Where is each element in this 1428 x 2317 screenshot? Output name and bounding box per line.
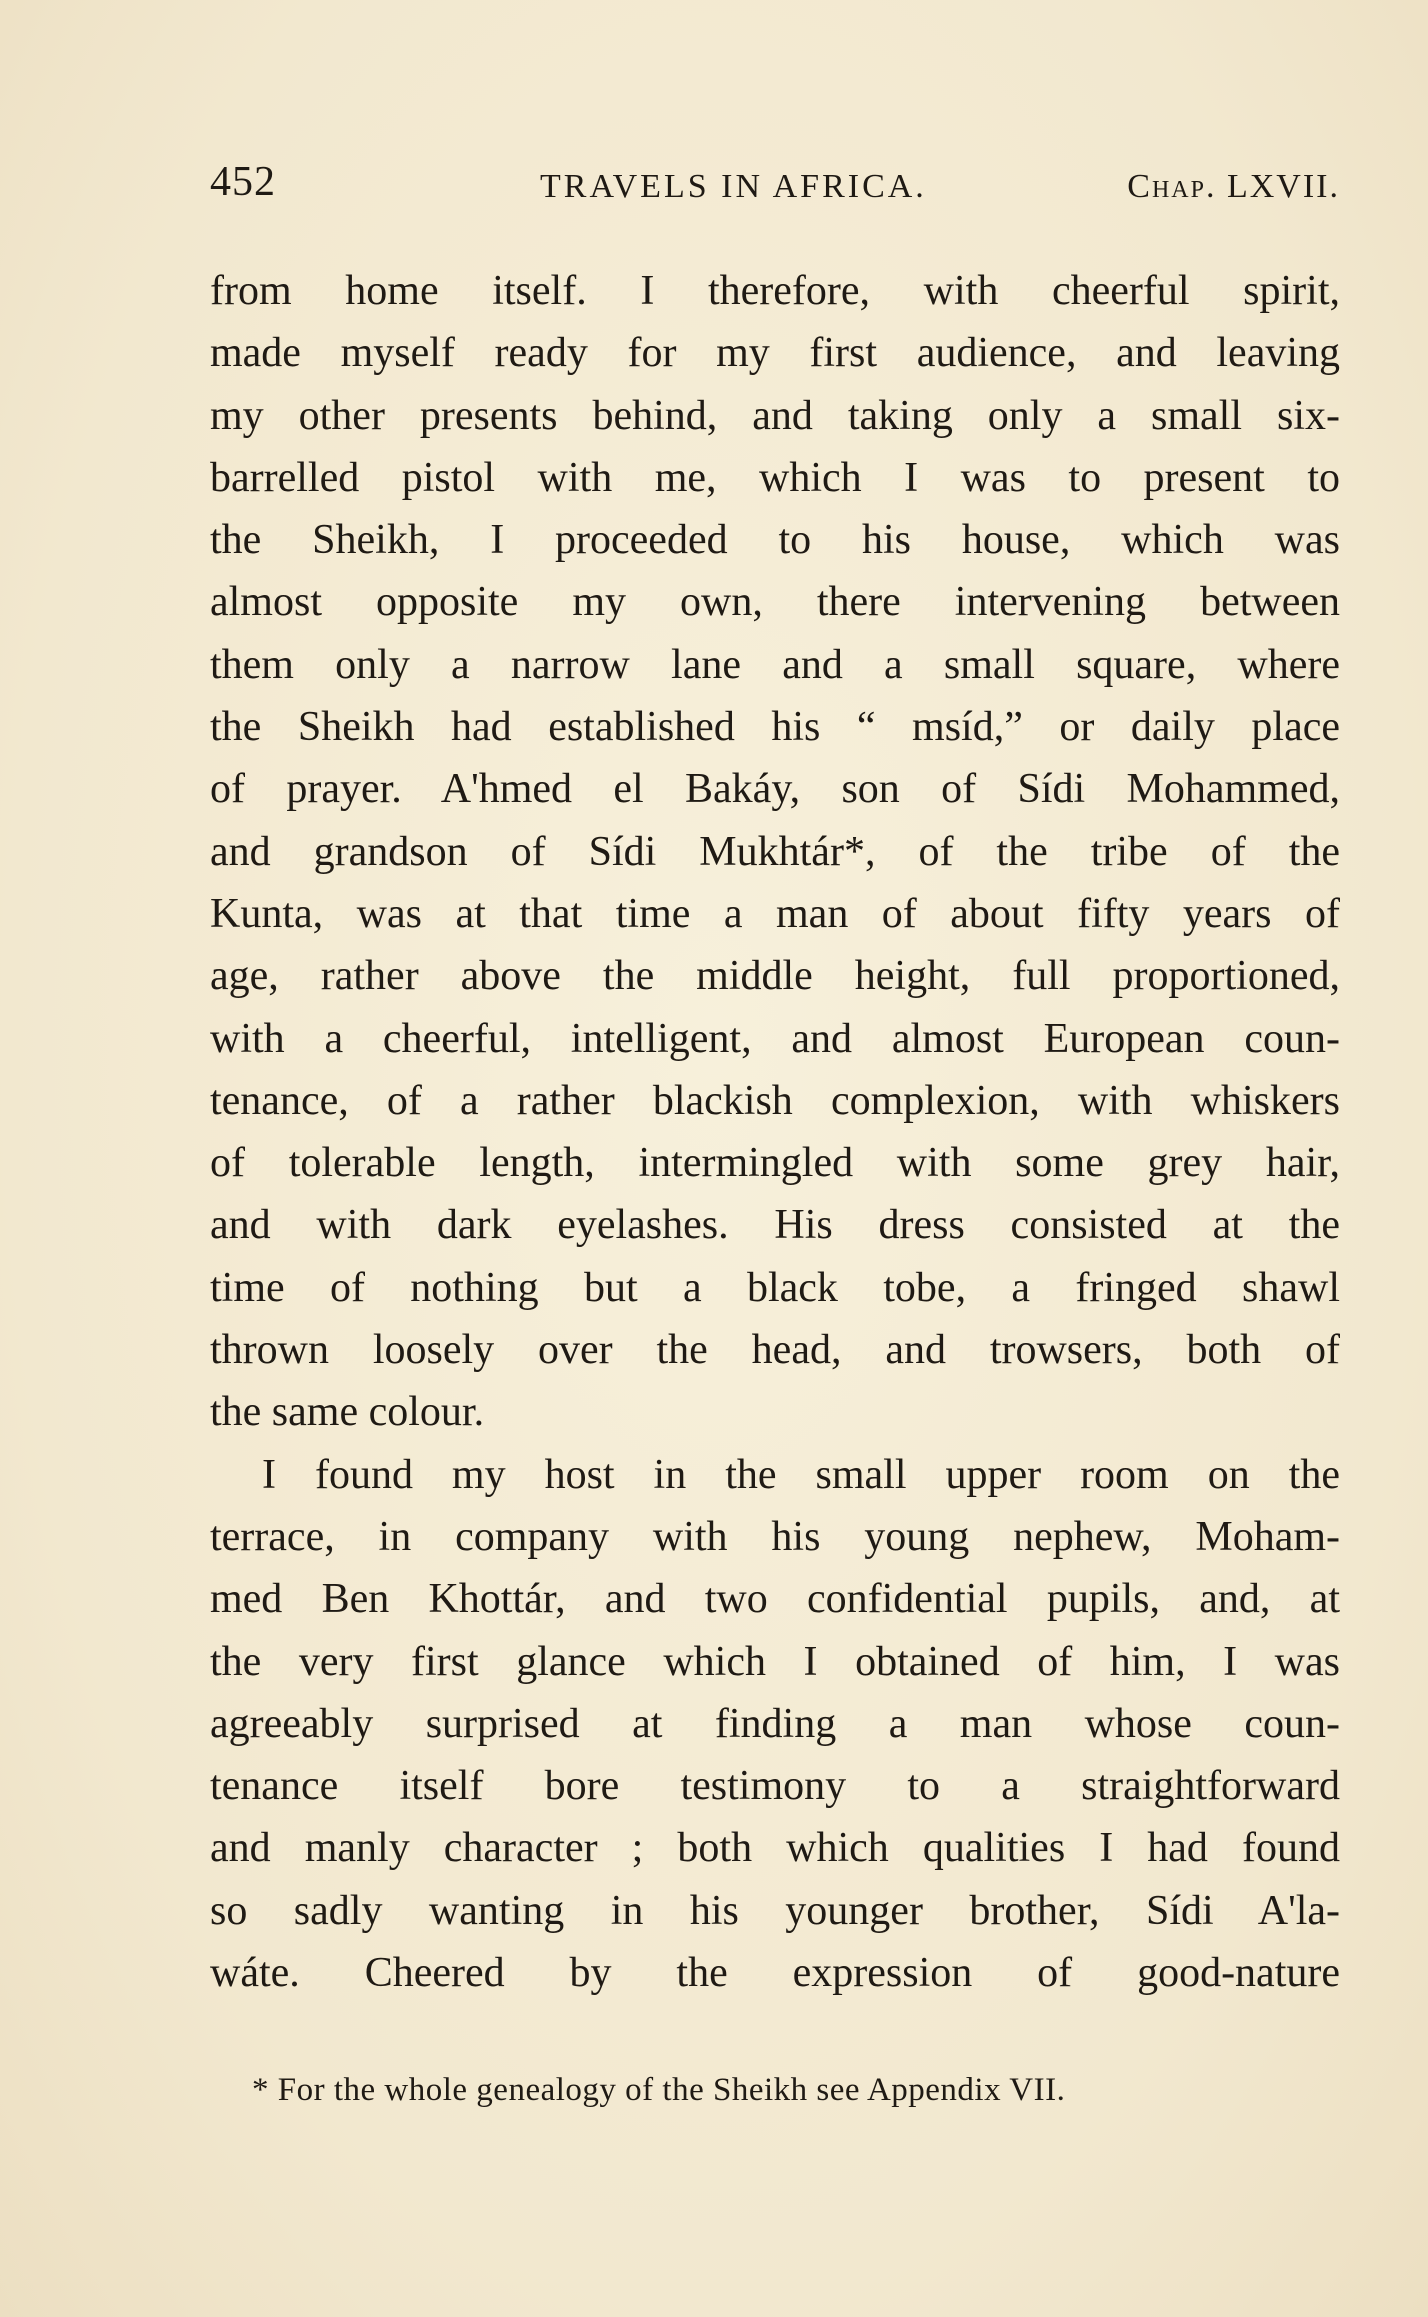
text-line: of tolerable length, intermingled with some grey hair, xyxy=(210,1140,1340,1187)
text-line: my other presents behind, and taking only a small six- xyxy=(210,392,1340,439)
text-line: and grandson of Sídi Mukhtár*, of the tribe of the xyxy=(210,828,1340,875)
text-line: wáte. Cheered by the expression of good-nature xyxy=(210,1950,1340,1997)
text-line: agreeably surprised at finding a man whose coun- xyxy=(210,1700,1340,1747)
text-line: so sadly wanting in his younger brother, Sídi A'la- xyxy=(210,1887,1340,1934)
text-line: I found my host in the small upper room on the xyxy=(262,1451,1340,1498)
text-line: them only a narrow lane and a small square, where xyxy=(210,641,1340,688)
footnote: * For the whole genealogy of the Sheikh see Appendix VII. xyxy=(252,2072,1066,2108)
text-line: tenance itself bore testimony to a straightforward xyxy=(210,1763,1340,1810)
page-number: 452 xyxy=(210,159,276,205)
chapter-reference: Chap. LXVII. xyxy=(1127,168,1340,205)
text-line: of prayer. A'hmed el Bakáy, son of Sídi Mohammed, xyxy=(210,766,1340,813)
text-line: tenance, of a rather blackish complexion, with whiskers xyxy=(210,1077,1340,1124)
text-line: with a cheerful, intelligent, and almost European coun- xyxy=(210,1015,1340,1062)
text-line: the Sheikh, I proceeded to his house, which was xyxy=(210,517,1340,564)
paragraph xyxy=(210,260,1340,1444)
text-line: age, rather above the middle height, full proportioned, xyxy=(210,953,1340,1000)
text-line: and with dark eyelashes. His dress consisted at the xyxy=(210,1202,1340,1249)
text-line: med Ben Khottár, and two confidential pupils, and, at xyxy=(210,1576,1340,1623)
text-line: the Sheikh had established his “ msíd,” or daily place xyxy=(210,704,1340,751)
running-head xyxy=(210,158,1340,218)
body-text xyxy=(210,260,1340,2004)
text-line: and manly character ; both which qualities I had found xyxy=(210,1825,1340,1872)
text-line: from home itself. I therefore, with cheerful spirit, xyxy=(210,268,1340,314)
text-line: time of nothing but a black tobe, a fringed shawl xyxy=(210,1264,1340,1311)
text-line: made myself ready for my first audience, and leaving xyxy=(210,330,1340,377)
text-line: thrown loosely over the head, and trowsers, both of xyxy=(210,1327,1340,1374)
text-line: Kunta, was at that time a man of about fifty years of xyxy=(210,890,1340,937)
text-line: the very first glance which I obtained of him, I was xyxy=(210,1638,1340,1685)
paragraph xyxy=(210,1444,1340,2005)
text-line: terrace, in company with his young nephew, Moham- xyxy=(210,1513,1340,1560)
book-title: TRAVELS IN AFRICA. xyxy=(540,168,927,205)
text-line: almost opposite my own, there intervening between xyxy=(210,579,1340,626)
text-line: barrelled pistol with me, which I was to present to xyxy=(210,454,1340,501)
text-line: the same colour. xyxy=(210,1389,485,1436)
